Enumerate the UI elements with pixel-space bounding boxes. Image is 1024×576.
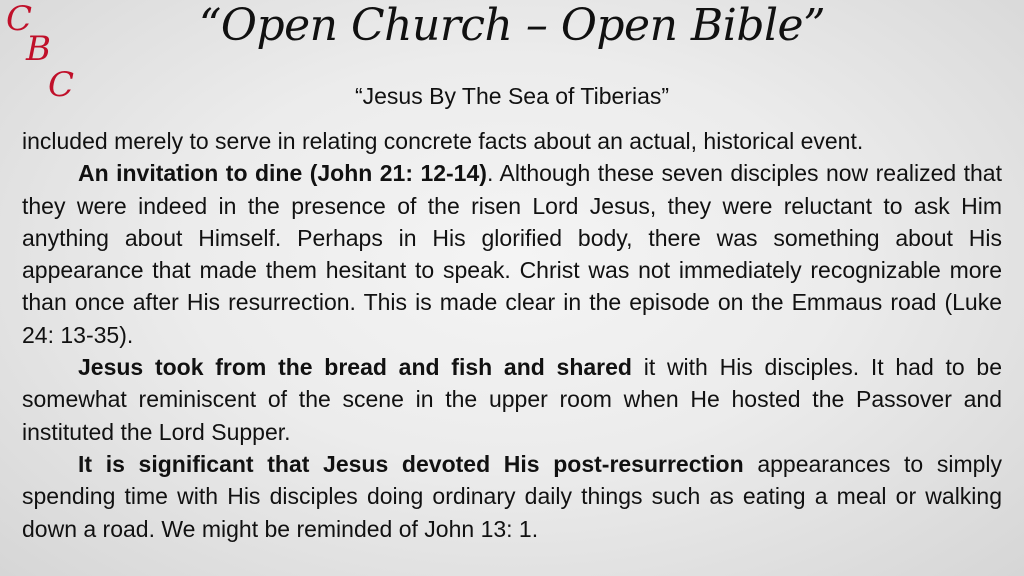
paragraph-text: appearances to simply spending time with His disciples doing ordinary daily things such as eating a meal or walking down a road. We might be reminded of John 13: 1. bbox=[22, 450, 1003, 542]
paragraph-post-resurrection bbox=[22, 448, 1002, 545]
logo-letter-c-top: C bbox=[6, 0, 33, 39]
body-text bbox=[22, 125, 1002, 545]
logo-letter-c-bottom: C bbox=[48, 65, 75, 105]
paragraph-text: it with His disciples. It had to be somewhat reminiscent of the scene in the upper room when He hosted the Passover and instituted the Lord Supper. bbox=[22, 354, 1002, 445]
paragraph-continuation: included merely to serve in relating concrete facts about an actual, historical event. bbox=[22, 128, 864, 154]
paragraph-bread-fish bbox=[22, 351, 1002, 448]
paragraph-heading: It is significant that Jesus devoted His post-resurrection bbox=[78, 450, 744, 477]
paragraph-invitation bbox=[22, 157, 1002, 351]
paragraph-text: . Although these seven disciples now realized that they were indeed in the presence of the risen Lord Jesus, they were reluctant to ask Him anything about Himself. Perhaps in His glorified body, there was something about His appearance that made them hesitant to speak. Christ was not immediately recognizable more than once after His resurrection. This is made clear in the episode on the Emmaus road (Luke 24: 13-35). bbox=[22, 160, 1002, 348]
paragraph-heading: Jesus took from the bread and fish and shared bbox=[78, 354, 632, 381]
paragraph-heading: An invitation to dine (John 21: 12-14) bbox=[78, 160, 487, 187]
page-subtitle: “Jesus By The Sea of Tiberias” bbox=[354, 83, 670, 109]
logo-letter-b: B bbox=[26, 29, 51, 69]
page-title: “Open Church – Open Bible” bbox=[198, 0, 826, 51]
